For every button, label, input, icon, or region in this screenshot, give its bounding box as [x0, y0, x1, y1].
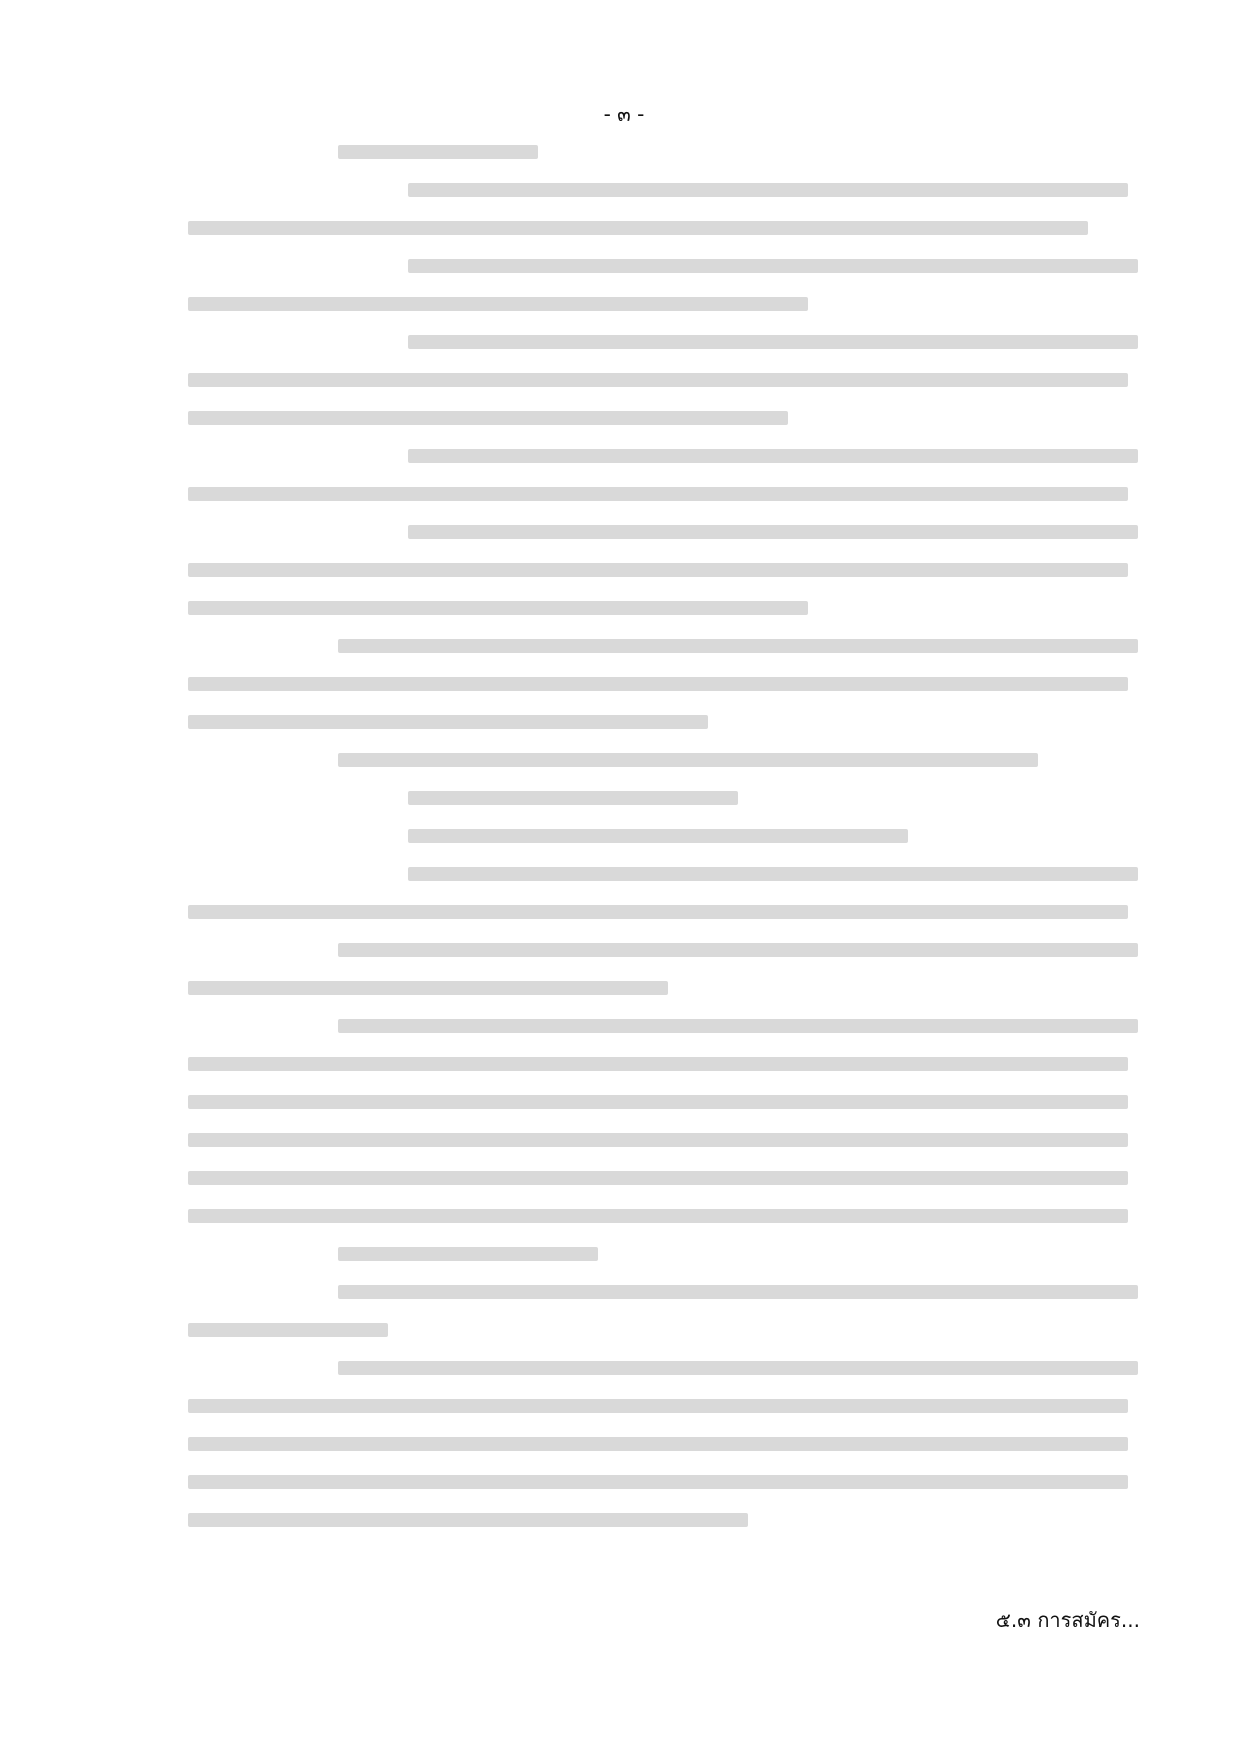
- paragraph-line: [188, 360, 1140, 398]
- paragraph-line: [188, 778, 1140, 816]
- paragraph-line: [188, 588, 1140, 626]
- paragraph-line: [188, 1120, 1140, 1158]
- page-number: - ๓ -: [603, 102, 645, 126]
- paragraph-line: [188, 398, 1140, 436]
- paragraph-line: [188, 550, 1140, 588]
- paragraph-line: [188, 474, 1140, 512]
- section-heading: [188, 1234, 1140, 1272]
- paragraph-line: [188, 512, 1140, 550]
- paragraph-line: [188, 1196, 1140, 1234]
- paragraph-line: [188, 322, 1140, 360]
- paragraph-line: [188, 816, 1140, 854]
- paragraph-line: [188, 1462, 1140, 1500]
- paragraph-line: [188, 892, 1140, 930]
- paragraph-line: [188, 1006, 1140, 1044]
- paragraph-line: [188, 208, 1140, 246]
- paragraph-line: [188, 246, 1140, 284]
- paragraph-line: [188, 968, 1140, 1006]
- paragraph-line: [188, 1272, 1140, 1310]
- paragraph-line: [188, 664, 1140, 702]
- document-body: [188, 132, 1140, 1538]
- paragraph-line: [188, 1424, 1140, 1462]
- paragraph-line: [188, 1158, 1140, 1196]
- paragraph-line: [188, 740, 1140, 778]
- paragraph-line: [188, 1386, 1140, 1424]
- paragraph-line: [188, 1044, 1140, 1082]
- paragraph-line: [188, 1348, 1140, 1386]
- paragraph-line: [188, 702, 1140, 740]
- paragraph-line: [188, 626, 1140, 664]
- paragraph-line: [188, 1082, 1140, 1120]
- paragraph-line: [188, 1310, 1140, 1348]
- section-heading: [188, 132, 1140, 170]
- paragraph-line: [188, 284, 1140, 322]
- next-page-hint: ๕.๓ การสมัคร...: [995, 1608, 1140, 1632]
- paragraph-line: [188, 1500, 1140, 1538]
- paragraph-line: [188, 436, 1140, 474]
- paragraph-line: [188, 854, 1140, 892]
- paragraph-line: [188, 170, 1140, 208]
- paragraph-line: [188, 930, 1140, 968]
